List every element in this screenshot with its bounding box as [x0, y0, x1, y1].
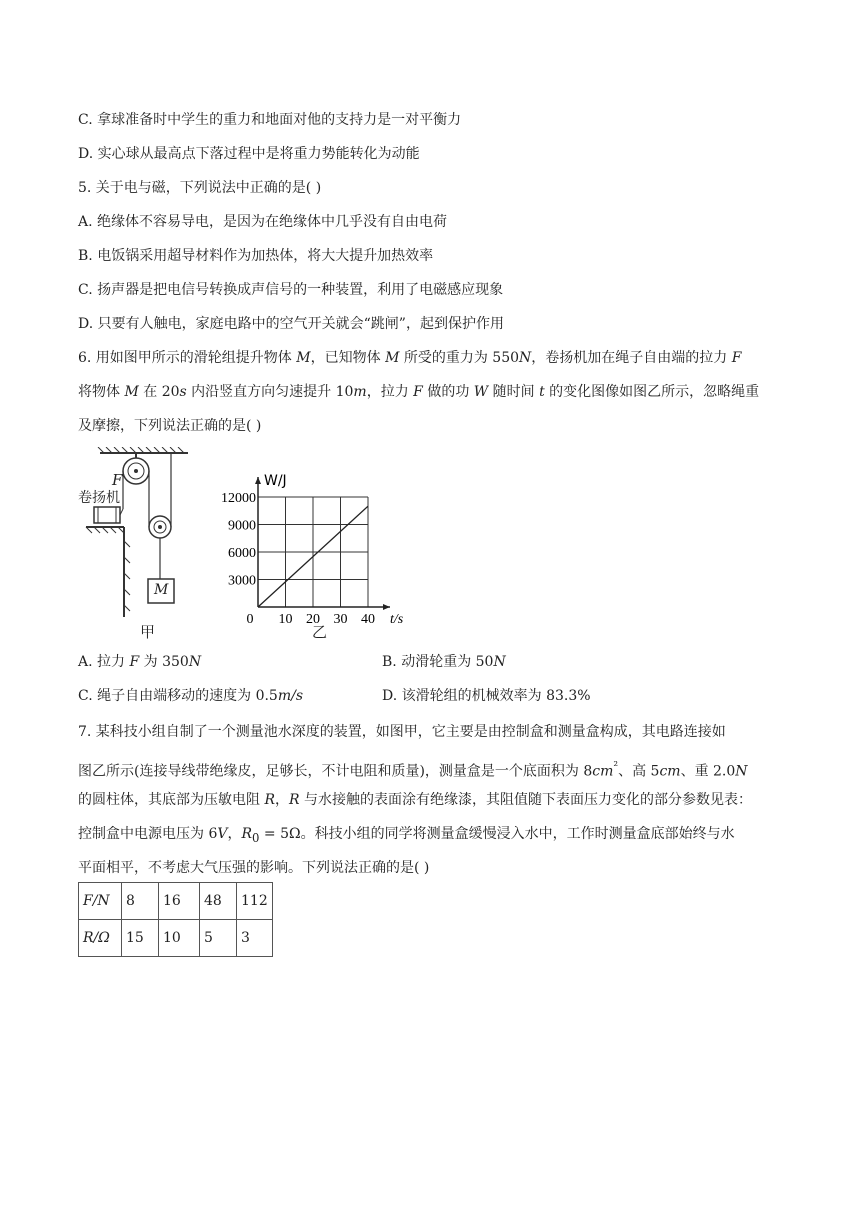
- caption-jia: 甲: [140, 623, 156, 641]
- table-cell: F/N: [79, 883, 122, 920]
- q7-stem-line2: 图乙所示(连接导线带绝缘皮，足够长，不计电阻和质量)，测量盒是一个底面积为 $8cm^{^2}$、高 5cm、重 2.0N: [78, 759, 748, 780]
- table-cell: 15: [122, 920, 159, 957]
- q5-option-c: C. 扬声器是把电信号转换成声信号的一种装置，利用了电磁感应现象: [78, 282, 504, 298]
- q6-stem-line1: 6. 用如图甲所示的滑轮组提升物体 M，已知物体 M 所受的重力为 550N，卷扬机加在绳子自由端的拉力 F: [78, 350, 742, 366]
- x-tick-label: 20: [306, 612, 320, 627]
- table-row: [79, 920, 273, 957]
- table-cell: 112: [237, 883, 273, 920]
- x-tick-label: 30: [333, 612, 348, 627]
- q6-stem-line2: 将物体 M 在 20s 内沿竖直方向匀速提升 10m，拉力 F 做的功 W 随时间 t 的变化图像如图乙所示，忽略绳重: [78, 384, 760, 400]
- table-cell: 5: [200, 920, 237, 957]
- q6-option-a: A. 拉力 F 为 350N: [78, 654, 202, 670]
- x-tick-label: 40: [361, 612, 375, 627]
- y-tick-label: 6000: [228, 546, 256, 561]
- work-time-chart: [208, 449, 408, 629]
- table-cell: 3: [237, 920, 273, 957]
- table-row: [79, 883, 273, 920]
- x-tick-label: 0: [246, 612, 254, 627]
- q7-stem-line3: 的圆柱体，其底部为压敏电阻 R，R 与水接触的表面涂有绝缘漆，其阻值随下表面压力变化的部分参数见表：: [78, 792, 752, 808]
- q7-stem-line5: 平面相平，不考虑大气压强的影响。下列说法正确的是( ): [78, 860, 430, 876]
- table-cell: 10: [159, 920, 200, 957]
- table-cell: R/Ω: [79, 920, 122, 957]
- y-tick-label: 12000: [221, 491, 256, 506]
- mass-label: M: [154, 582, 169, 598]
- q4-option-d: D. 实心球从最高点下落过程中是将重力势能转化为动能: [78, 146, 420, 162]
- y-tick-label: 3000: [228, 573, 256, 589]
- q6-stem-line3: 及摩擦，下列说法正确的是( ): [78, 418, 262, 434]
- force-resistance-table: [78, 882, 273, 957]
- x-axis-label: t/s: [390, 612, 404, 627]
- table-cell: 16: [159, 883, 200, 920]
- x-axis-arrow: [383, 604, 390, 610]
- q6-option-c: C. 绳子自由端移动的速度为 0.5m/s: [78, 688, 304, 704]
- q7-stem-line4: 控制盒中电源电压为 6V，$R_0 = 5\Omega$。科技小组的同学将测量盒缓慢浸入水中，工作时测量盒底部始终与水: [78, 826, 735, 845]
- q5-option-b: B. 电饭锅采用超导材料作为加热体，将大大提升加热效率: [78, 248, 434, 264]
- q7-stem-line1: 7. 某科技小组自制了一个测量池水深度的装置，如图甲，它主要是由控制盒和测量盒构成，其电路连接如: [78, 724, 726, 740]
- y-axis-label: W/J: [264, 473, 287, 489]
- x-tick-label: 10: [278, 612, 293, 627]
- y-tick-label: 9000: [228, 518, 256, 534]
- force-label: F: [112, 471, 123, 489]
- q6-option-b: B. 动滑轮重为 50N: [382, 654, 506, 670]
- q6-option-d: D. 该滑轮组的机械效率为 83.3%: [382, 688, 591, 704]
- winch-label: 卷扬机: [78, 490, 120, 506]
- q4-option-c: C. 拿球准备时中学生的重力和地面对他的支持力是一对平衡力: [78, 112, 462, 128]
- q6-figure: [78, 447, 408, 647]
- q5-stem: 5. 关于电与磁，下列说法中正确的是( ): [78, 180, 322, 196]
- y-axis-arrow: [255, 477, 261, 484]
- table-cell: 48: [200, 883, 237, 920]
- q5-option-d: D. 只要有人触电，家庭电路中的空气开关就会“跳闸”，起到保护作用: [78, 316, 504, 332]
- caption-yi: 乙: [312, 623, 328, 641]
- q5-option-a: A. 绝缘体不容易导电，是因为在绝缘体中几乎没有自由电荷: [78, 214, 448, 230]
- table-cell: 8: [122, 883, 159, 920]
